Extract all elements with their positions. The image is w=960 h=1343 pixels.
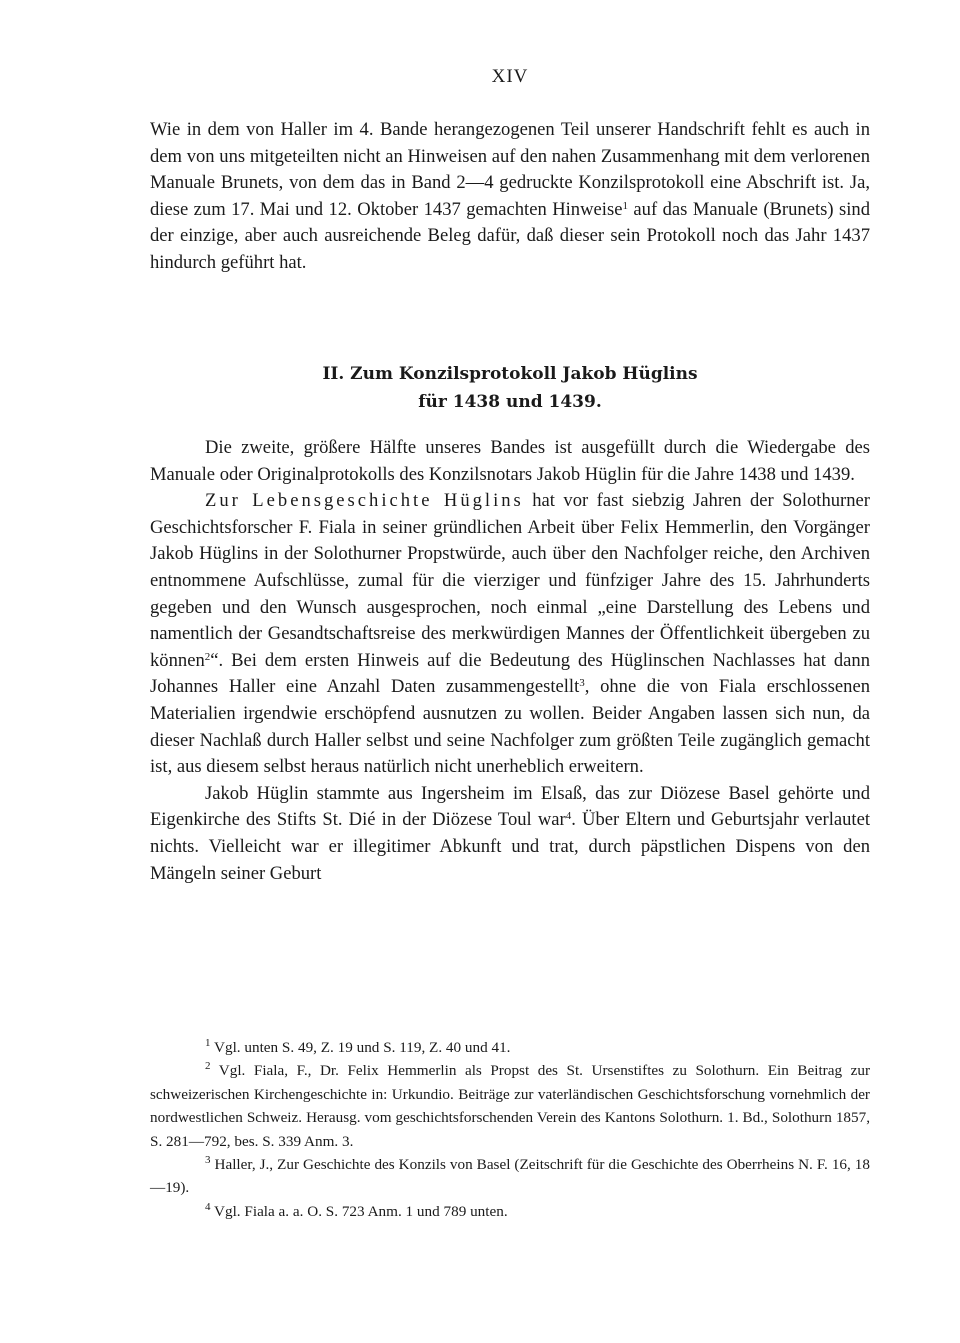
- paragraph-3-text-c: , ohne die von Fiala erschlossenen Materialien irgendwie erschöpfend ausnutzen zu wollen. Beider Angaben lassen sich nun, da dieser Nachlaß durch Haller selbst und seine Nachfolger zum größten Teile zugänglich gemacht ist, aus diesem selbst heraus natürlich nicht unerheblich erweitern.: [150, 676, 870, 778]
- footnote-1: [150, 1036, 870, 1059]
- footnote-text: Vgl. Fiala a. a. O. S. 723 Anm. 1 und 789 unten.: [210, 1202, 508, 1220]
- footnote-ref-4: 4: [565, 810, 572, 823]
- footnote-number: 3: [205, 1154, 211, 1167]
- footnote-4: [150, 1200, 870, 1223]
- footnote-number: 1: [205, 1037, 211, 1049]
- footnote-text: Vgl. Fiala, F., Dr. Felix Hemmerlin als Propst des St. Ursenstiftes zu Solothurn. Ein Beitrag zur schweizerischen Kirchengeschichte in: Urkundio. Beiträge zur vaterländischen Geschichtsforschung vornehmlich der nordwestlichen Schweiz. Herausg. vom geschichtsforschenden Verein des Kantons Solothurn. 1. Bd., Solothurn 1857, S. 281—792, bes. S. 339 Anm. 3.: [150, 1062, 870, 1150]
- paragraph-1-text: Wie in dem von Haller im 4. Bande herangezogenen Teil unserer Handschrift fehlt es auch in dem von uns mitgeteilten nicht an Hinweisen auf den nahen Zusammenhang mit dem verlorenen Manuale Brunets, von dem das in Band 2—4 gedruckte Konzilsprotokoll eine Abschrift ist. Ja, diese zum 17. Mai und 12. Oktober 1437 gemachten Hinweise: [150, 119, 870, 220]
- footnote-ref-2: 2: [204, 650, 211, 663]
- footnotes: [150, 1036, 870, 1223]
- paragraph-4: [150, 781, 870, 887]
- footnote-text: Haller, J., Zur Geschichte des Konzils von Basel (Zeitschrift für die Geschichte des Oberrheins N. F. 16, 18—19).: [150, 1156, 870, 1197]
- section-body: [150, 435, 870, 887]
- footnote-number: 2: [205, 1060, 211, 1073]
- footnote-text: Vgl. unten S. 49, Z. 19 und S. 119, Z. 40 und 41.: [210, 1039, 511, 1056]
- page-number: XIV: [491, 66, 529, 87]
- section-title-line-1: II. Zum Konzilsprotokoll Jakob Hüglins: [322, 364, 698, 384]
- paragraph-3: [150, 488, 870, 781]
- spaced-emphasis: Zur Lebensgeschichte Hüglins: [205, 490, 524, 512]
- footnote-2: [150, 1059, 870, 1153]
- paragraph-3-text-a: hat vor fast siebzig Jahren der Solothurner Geschichtsforscher F. Fiala in seiner gründlichen Arbeit über Felix Hemmerlin, den Vorgänger Jakob Hüglins in der Solothurner Propstwürde, auch über den Nachfolger reiche, den Archiven entnommene Aufschlüsse, zumal für die vierziger und fünfziger Jahre des 15. Jahrhunderts gegeben und den Wunsch ausgesprochen, noch einmal „eine Darstellung des Lebens und namentlich der Gesandtschaftsreise des merkwürdigen Mannes der Öffentlichkeit übergeben zu können: [150, 490, 870, 671]
- paragraph-3-text-b: “. Bei dem ersten Hinweis auf die Bedeutung des Hüglinschen Nachlasses hat dann Johannes Haller eine Anzahl Daten zusammengestellt: [150, 649, 870, 698]
- section-heading: [150, 360, 870, 416]
- footnote-ref-3: 3: [579, 677, 585, 690]
- paragraph-1-text-continued: auf das Manuale (Brunets) sind der einzige, aber auch ausreichende Beleg dafür, daß dieser sein Protokoll noch das Jahr 1437 hindurch geführt hat.: [150, 198, 870, 273]
- footnote-3: [150, 1153, 870, 1200]
- paragraph-2: Die zweite, größere Hälfte unseres Bandes ist ausgefüllt durch die Wiedergabe des Manuale oder Originalprotokolls des Konzilsnotars Jakob Hüglin für die Jahre 1438 und 1439.: [150, 437, 870, 485]
- paragraph-4-text-b: . Über Eltern und Geburtsjahr verlautet nichts. Vielleicht war er illegitimer Abkunft und trat, durch päpstlichen Dispens von den Mängeln seiner Geburt: [150, 809, 870, 884]
- footnote-number: 4: [205, 1200, 211, 1213]
- paragraph-4-text-a: Jakob Hüglin stammte aus Ingersheim im Elsaß, das zur Diözese Basel gehörte und Eigenkirche des Stifts St. Dié in der Diözese Toul war: [150, 782, 870, 831]
- paragraph-1: [150, 117, 870, 277]
- footnote-ref-1: 1: [622, 199, 628, 212]
- section-title-line-2: für 1438 und 1439.: [418, 392, 602, 412]
